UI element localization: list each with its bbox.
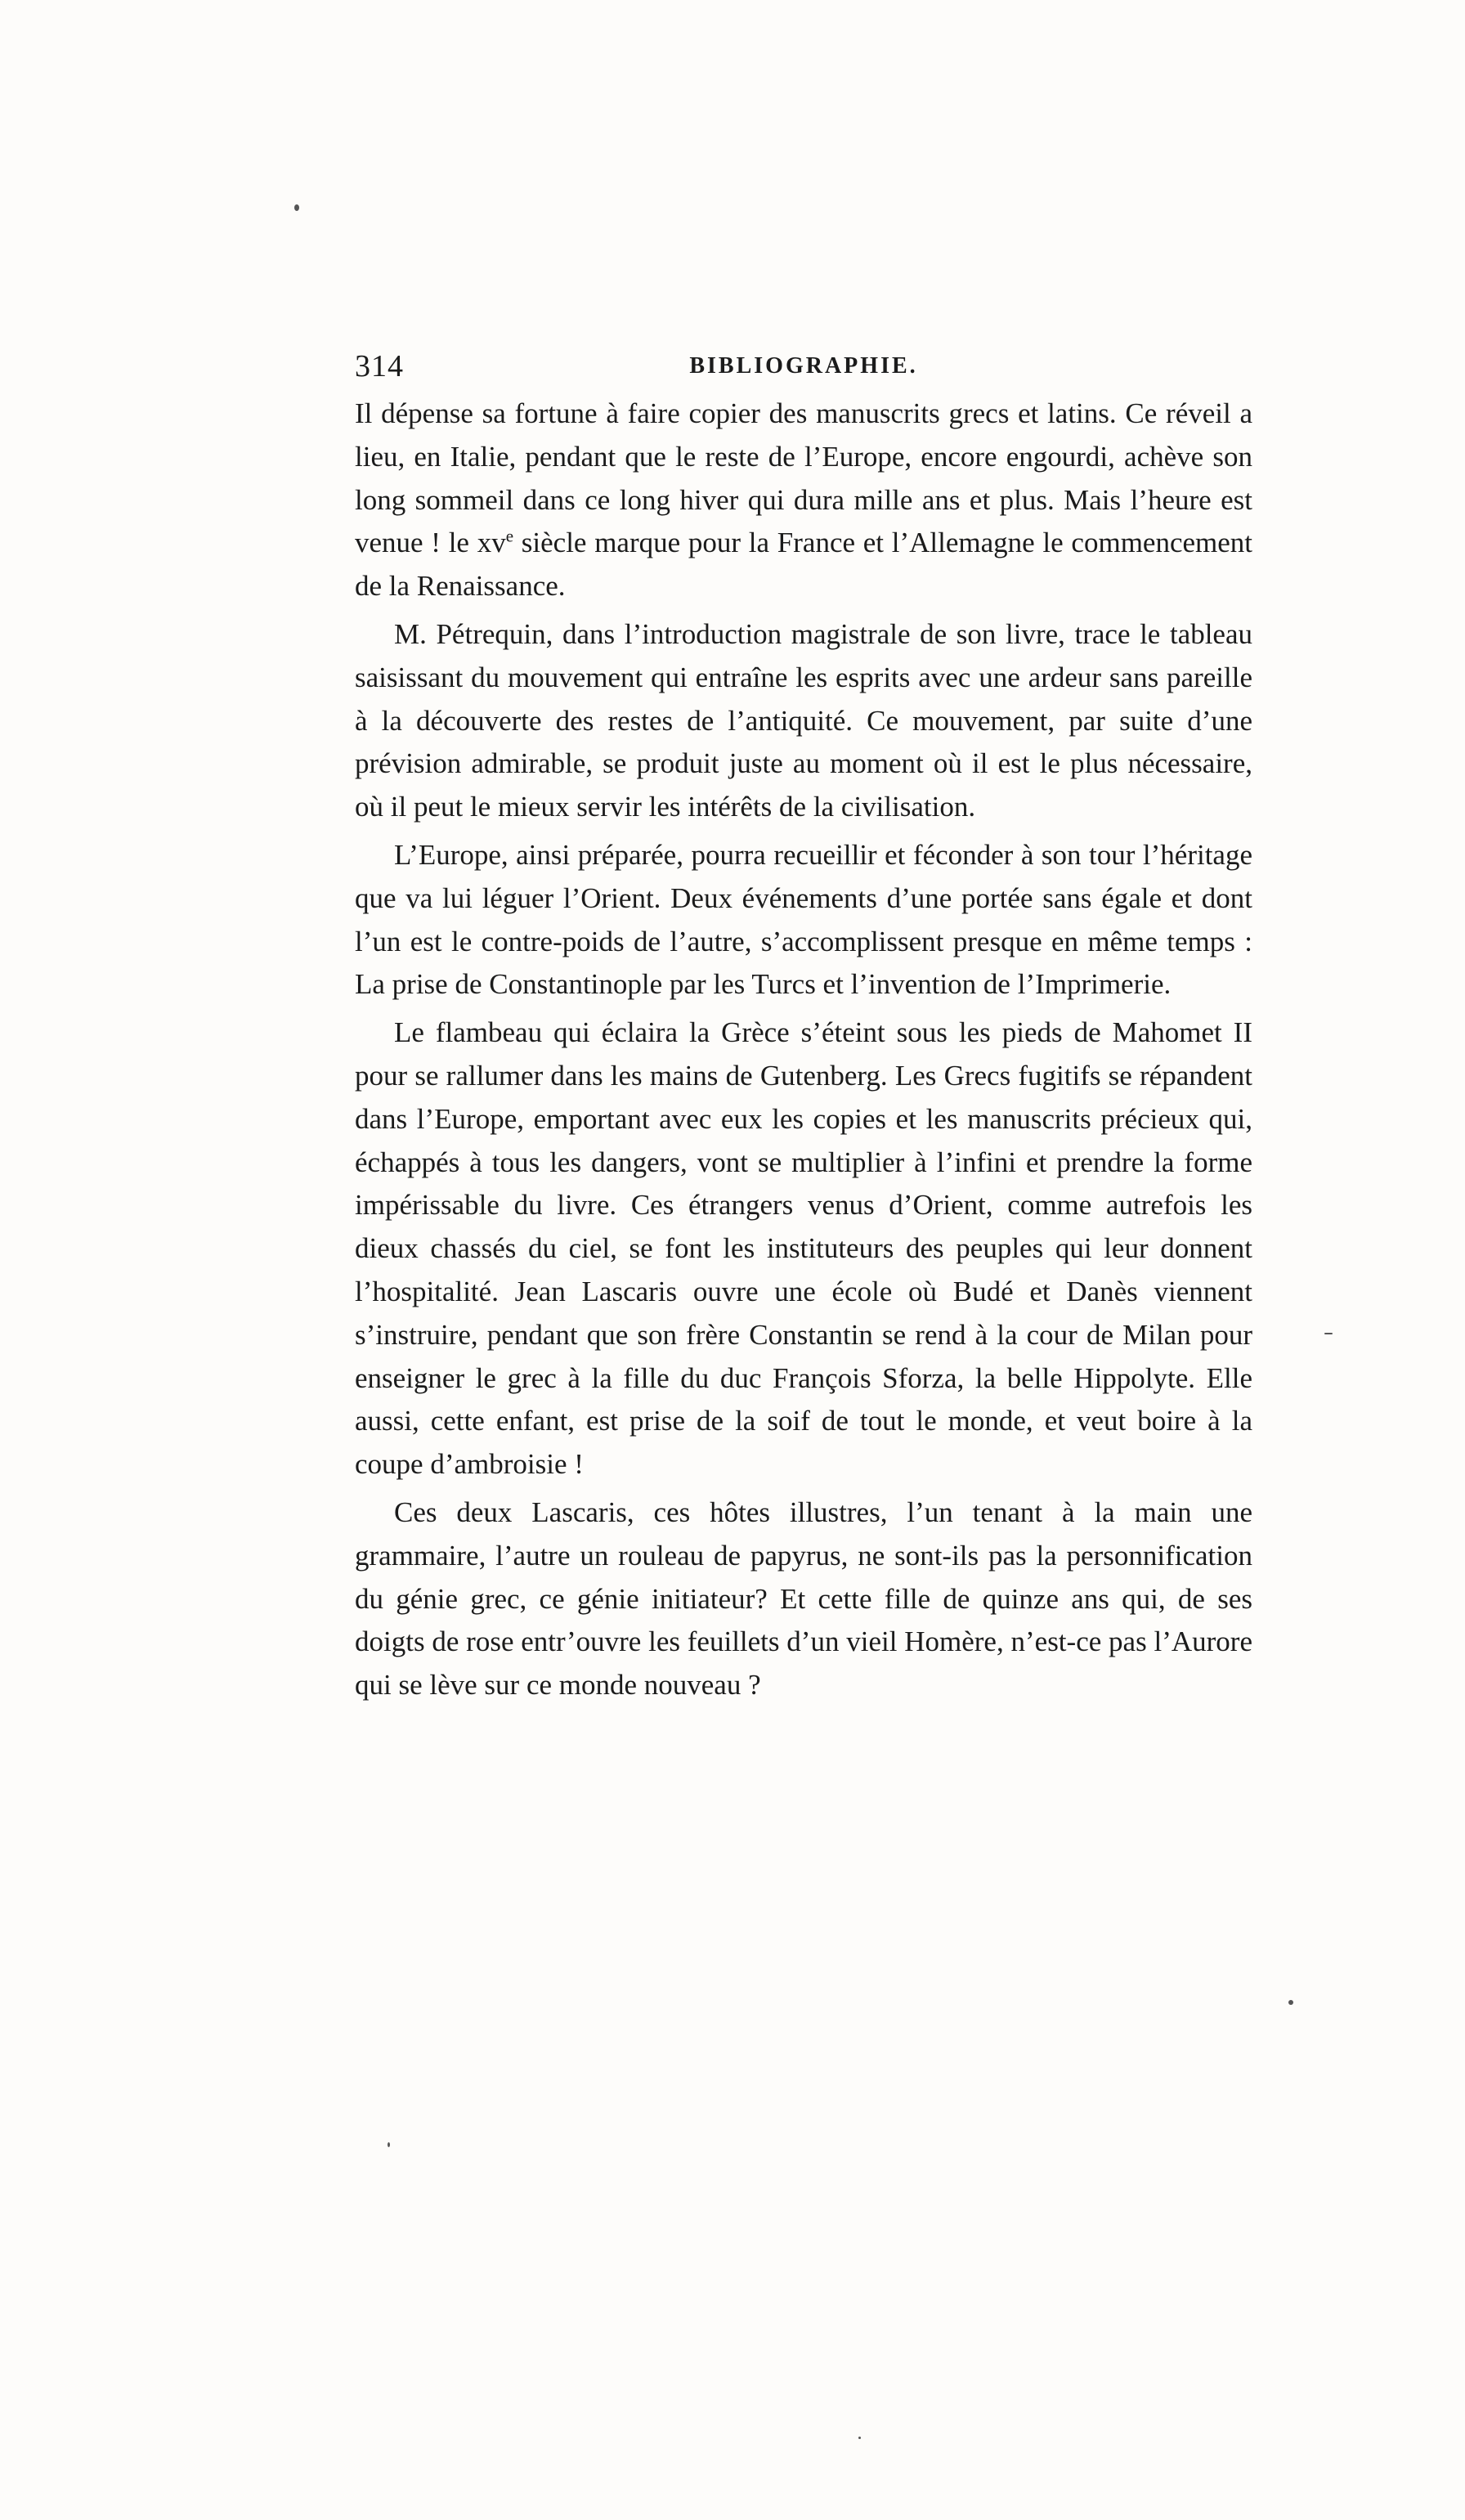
scan-speck [294,204,299,211]
scan-speck [1288,2000,1293,2005]
paragraph-3: L’Europe, ainsi préparée, pourra recueillir et féconder à son tour l’héritage que va lui léguer l’Orient. Deux événements d’une portée sans égale et dont l’un est le contre-poids de l’autre, s’accomplissent presque en même temps : La prise de Constantinople par les Turcs et l’invention de l’Imprimerie. [355,838,1252,1001]
paragraph-5: Ces deux Lascaris, ces hôtes illustres, l’un tenant à la main une grammaire, l’autre un rouleau de papyrus, ne sont-ils pas la personnification du génie grec, ce génie initiateur? Et cette fille de quinze ans qui, de ses doigts de rose entr’ouvre les feuillets d’un vieil Homère, n’est-ce pas l’Aurore qui se lève sur ce monde nouveau ? [355,1495,1252,1702]
running-title: BIBLIOGRAPHIE. [689,353,918,379]
running-head [355,342,1252,391]
paragraph-1-text-b: siècle marque pour la France et l’Allemagne le commencement de la Renaissance. [355,527,1253,603]
page-number: 314 [355,349,404,383]
superscript-e: e [505,526,514,546]
scan-speck [858,2437,861,2439]
paragraph-4: Le flambeau qui éclaira la Grèce s’éteint sous les pieds de Mahomet II pour se rallumer dans les mains de Gutenberg. Les Grecs fugitifs se répandent dans l’Europe, emportant avec eux les copies et les manuscrits précieux qui, échappés à tous les dangers, vont se multiplier à l’infini et prendre la forme impérissable du livre. Ces étrangers venus d’Orient, comme autrefois les dieux chassés du ciel, se font les instituteurs des peuples qui leur donnent l’hospitalité. Jean Lascaris ouvre une école où Budé et Danès viennent s’instruire, pendant que son frère Constantin se rend à la cour de Milan pour enseigner le grec à la fille du duc François Sforza, la belle Hippolyte. Elle aussi, cette enfant, est prise de la soif de tout le monde, et veut boire à la coupe d’ambroisie ! [355,1016,1252,1481]
paragraph-2: M. Pétrequin, dans l’introduction magistrale de son livre, trace le tableau saisissant du mouvement qui entraîne les esprits avec une ardeur sans pareille à la découverte des restes de l’antiquité. Ce mouvement, par suite d’une prévision admirable, se produit juste au moment où il est le plus nécessaire, où il peut le mieux servir les intérêts de la civilisation. [355,617,1252,823]
scan-speck [1324,1333,1333,1334]
paragraph-1 [355,392,1252,608]
scan-speck [388,2142,390,2147]
paragraph-1-text-a: Il dépense sa fortune à faire copier des manuscrits grecs et latins. Ce réveil a lieu, en Italie, pendant que le reste de l’Europe, encore engourdi, achève son long sommeil dans ce long hiver qui dura mille ans et plus. Mais l’heure est venue ! le xv [355,397,1252,559]
body-text [355,392,1252,1707]
